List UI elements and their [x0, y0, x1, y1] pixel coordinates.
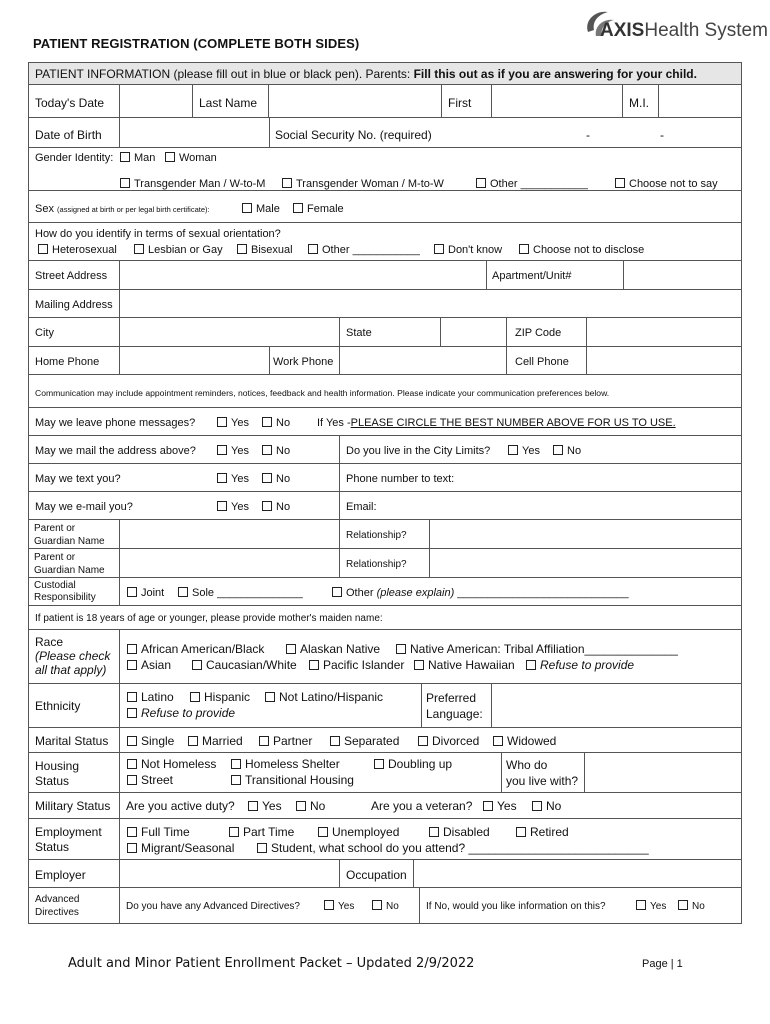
checkbox-icon[interactable]	[286, 644, 296, 654]
checkbox-icon[interactable]	[372, 900, 382, 910]
directives-info-yes[interactable]: Yes	[636, 900, 666, 914]
checkbox-icon[interactable]	[332, 587, 342, 597]
ethnicity-latino[interactable]: Latino	[127, 690, 174, 704]
checkbox-icon[interactable]	[262, 501, 272, 511]
who-live-with-label: Who do you live with?	[506, 758, 579, 788]
checkbox-icon[interactable]	[217, 501, 227, 511]
checkbox-icon[interactable]	[231, 759, 241, 769]
checkbox-icon[interactable]	[516, 827, 526, 837]
veteran-no[interactable]: No	[532, 799, 561, 813]
veteran-yes[interactable]: Yes	[483, 799, 517, 813]
checkbox-icon[interactable]	[308, 244, 318, 254]
marital-separated[interactable]: Separated	[330, 734, 399, 748]
text-no[interactable]: No	[262, 472, 290, 486]
work-phone-label: Work Phone	[273, 356, 334, 368]
cell-phone-field[interactable]	[586, 347, 741, 374]
ssn-label: Social Security No. (required)	[275, 128, 432, 142]
row-street	[29, 261, 741, 290]
dob-label: Date of Birth	[35, 128, 102, 142]
checkbox-icon[interactable]	[217, 417, 227, 427]
zip-field[interactable]	[586, 318, 741, 346]
city-limits-label: Do you live in the City Limits?	[346, 445, 491, 457]
email-no[interactable]: No	[262, 500, 290, 514]
directives-info-question: If No, would you like information on this?	[426, 901, 606, 912]
occupation-label: Occupation	[346, 868, 407, 882]
checkbox-icon[interactable]	[127, 827, 137, 837]
apartment-field[interactable]	[623, 261, 741, 289]
checkbox-icon[interactable]	[192, 660, 202, 670]
housing-doubling[interactable]: Doubling up	[374, 757, 452, 771]
checkbox-icon[interactable]	[127, 692, 137, 702]
street-label: Street Address	[35, 270, 108, 282]
employment-retired[interactable]: Retired	[516, 825, 569, 839]
phone-to-text-label: Phone number to text:	[346, 473, 455, 485]
row-phones	[29, 347, 741, 375]
military-label: Military Status	[35, 799, 111, 813]
row-mail	[29, 436, 741, 464]
logo-rest: Health System	[644, 20, 768, 41]
checkbox-icon[interactable]	[296, 801, 306, 811]
custodial-sole[interactable]: Sole ______________	[178, 586, 303, 600]
employer-label: Employer	[35, 868, 86, 882]
sex-female[interactable]: Female	[293, 202, 344, 216]
marital-label: Marital Status	[35, 734, 109, 748]
checkbox-icon[interactable]	[532, 801, 542, 811]
parent-1-field[interactable]	[119, 520, 339, 548]
phone-to-text-field[interactable]	[339, 464, 741, 491]
checkbox-icon[interactable]	[429, 827, 439, 837]
checkbox-icon[interactable]	[262, 417, 272, 427]
if-yes-note: If Yes -PLEASE CIRCLE THE BEST NUMBER ABOVE FOR US TO USE.	[317, 417, 676, 429]
checkbox-icon[interactable]	[293, 203, 303, 213]
directives-question: Do you have any Advanced Directives?	[126, 901, 300, 912]
checkbox-icon[interactable]	[330, 736, 340, 746]
orientation-bisexual[interactable]: Bisexual	[237, 243, 293, 257]
housing-shelter[interactable]: Homeless Shelter	[231, 757, 340, 771]
orientation-dont-know[interactable]: Don't know	[434, 243, 502, 257]
row-ethnicity	[29, 684, 741, 728]
zip-label: ZIP Code	[515, 327, 562, 339]
race-refuse[interactable]: Refuse to provide	[526, 658, 634, 672]
checkbox-icon[interactable]	[615, 178, 625, 188]
checkbox-icon[interactable]	[493, 736, 503, 746]
relationship-1-label: Relationship?	[346, 530, 407, 541]
employment-unemployed[interactable]: Unemployed	[318, 825, 399, 839]
checkbox-icon[interactable]	[519, 244, 529, 254]
ethnicity-not-latino[interactable]: Not Latino/Hispanic	[265, 690, 383, 704]
checkbox-icon[interactable]	[190, 692, 200, 702]
employment-full-time[interactable]: Full Time	[127, 825, 190, 839]
checkbox-icon[interactable]	[324, 900, 334, 910]
email-label: Email:	[346, 501, 377, 513]
ssn-dash-1: -	[586, 128, 590, 142]
logo-bold: AXIS	[600, 20, 645, 41]
custodial-label: Custodial Responsibility	[34, 580, 96, 603]
checkbox-icon[interactable]	[237, 244, 247, 254]
gender-trans-woman[interactable]: Transgender Woman / M-to-W	[282, 177, 444, 191]
parent-2-label: Parent or Guardian Name	[34, 552, 105, 576]
heading-bold-text: Fill this out as if you are answering for your child.	[413, 67, 697, 81]
city-limits-no[interactable]: No	[553, 444, 581, 458]
maiden-name-label: If patient is 18 years of age or younger, please provide mother's maiden name:	[35, 613, 383, 624]
row-maiden-name	[29, 606, 741, 630]
work-phone-field[interactable]	[339, 347, 506, 374]
checkbox-icon[interactable]	[127, 708, 137, 718]
checkbox-icon[interactable]	[418, 736, 428, 746]
ethnicity-hispanic[interactable]: Hispanic	[190, 690, 250, 704]
todays-date-field[interactable]	[119, 85, 192, 117]
parent-1-label: Parent or Guardian Name	[34, 523, 105, 547]
leave-messages-label: May we leave phone messages?	[35, 417, 196, 429]
language-field[interactable]	[491, 684, 741, 727]
checkbox-icon[interactable]	[553, 445, 563, 455]
street-field[interactable]	[119, 261, 486, 289]
checkbox-icon[interactable]	[374, 759, 384, 769]
row-todays-date	[29, 85, 741, 118]
home-phone-field[interactable]	[119, 347, 269, 374]
city-label: City	[35, 327, 54, 339]
directives-info-no[interactable]: No	[678, 900, 705, 914]
first-name-field[interactable]	[491, 85, 622, 117]
checkbox-icon[interactable]	[309, 660, 319, 670]
active-duty-question: Are you active duty?	[126, 799, 235, 813]
leave-messages-yes[interactable]: Yes	[217, 416, 249, 430]
state-field[interactable]	[440, 318, 506, 346]
checkbox-icon[interactable]	[262, 473, 272, 483]
checkbox-icon[interactable]	[483, 801, 493, 811]
text-label: May we text you?	[35, 473, 121, 485]
checkbox-icon[interactable]	[134, 244, 144, 254]
housing-not-homeless[interactable]: Not Homeless	[127, 757, 216, 771]
race-alaskan[interactable]: Alaskan Native	[286, 642, 380, 656]
first-name-label: First	[448, 96, 472, 110]
row-housing	[29, 753, 741, 793]
email-question: May we e-mail you?	[35, 501, 133, 513]
directives-yes[interactable]: Yes	[324, 900, 354, 914]
marital-single[interactable]: Single	[127, 734, 174, 748]
checkbox-icon[interactable]	[127, 660, 137, 670]
mi-field[interactable]	[658, 85, 741, 117]
row-text	[29, 464, 741, 492]
mail-label: May we mail the address above?	[35, 445, 196, 457]
checkbox-icon[interactable]	[229, 827, 239, 837]
orientation-lesbian-gay[interactable]: Lesbian or Gay	[134, 243, 223, 257]
todays-date-label: Today's Date	[35, 96, 104, 110]
checkbox-icon[interactable]	[242, 203, 252, 213]
page-title: PATIENT REGISTRATION (COMPLETE BOTH SIDES)	[33, 36, 360, 51]
row-marital	[29, 728, 741, 753]
dob-field[interactable]	[119, 118, 269, 147]
row-mailing	[29, 290, 741, 318]
relationship-2-label: Relationship?	[346, 559, 407, 570]
mi-label: M.I.	[629, 96, 649, 110]
cell-phone-label: Cell Phone	[515, 356, 569, 368]
gender-trans-man[interactable]: Transgender Man / W-to-M	[120, 177, 265, 191]
row-communication-note	[29, 375, 741, 408]
checkbox-icon[interactable]	[38, 244, 48, 254]
custodial-other[interactable]: Other (please explain) ____________________________	[332, 586, 629, 600]
checkbox-icon[interactable]	[127, 644, 137, 654]
checkbox-icon[interactable]	[678, 900, 688, 910]
race-caucasian[interactable]: Caucasian/White	[192, 658, 297, 672]
state-label: State	[346, 327, 372, 339]
logo-text	[600, 20, 768, 42]
housing-label: Housing Status	[35, 759, 80, 788]
mailing-field[interactable]	[119, 290, 741, 317]
mail-yes[interactable]: Yes	[217, 444, 249, 458]
last-name-field[interactable]	[268, 85, 441, 117]
employment-part-time[interactable]: Part Time	[229, 825, 294, 839]
employment-migrant[interactable]: Migrant/Seasonal	[127, 841, 234, 855]
checkbox-icon[interactable]	[165, 152, 175, 162]
active-duty-no[interactable]: No	[296, 799, 325, 813]
checkbox-icon[interactable]	[120, 178, 130, 188]
employment-student[interactable]: Student, what school do you attend? ___________________________	[257, 841, 649, 855]
row-city	[29, 318, 741, 347]
email-yes[interactable]: Yes	[217, 500, 249, 514]
email-field[interactable]	[339, 492, 741, 519]
marital-widowed[interactable]: Widowed	[493, 734, 556, 748]
ssn-field[interactable]	[269, 118, 741, 147]
city-field[interactable]	[119, 318, 339, 346]
ethnicity-label: Ethnicity	[35, 699, 81, 713]
checkbox-icon[interactable]	[257, 843, 267, 853]
registration-form	[28, 62, 742, 924]
directives-no[interactable]: No	[372, 900, 399, 914]
orientation-heterosexual[interactable]: Heterosexual	[38, 243, 117, 257]
sex-male[interactable]: Male	[242, 202, 280, 216]
row-race	[29, 630, 741, 684]
last-name-label: Last Name	[199, 96, 258, 110]
city-limits-yes[interactable]: Yes	[508, 444, 540, 458]
checkbox-icon[interactable]	[396, 644, 406, 654]
race-pacific[interactable]: Pacific Islander	[309, 658, 404, 672]
occupation-field[interactable]	[413, 860, 741, 887]
row-directives	[29, 888, 741, 923]
veteran-question: Are you a veteran?	[371, 799, 473, 813]
row-orientation	[29, 223, 741, 261]
orientation-other[interactable]: Other ___________	[308, 243, 420, 257]
checkbox-icon[interactable]	[526, 660, 536, 670]
gender-other[interactable]: Other ___________	[476, 177, 588, 191]
directives-label: Advanced Directives	[35, 894, 80, 918]
ethnicity-refuse[interactable]: Refuse to provide	[127, 706, 235, 720]
checkbox-icon[interactable]	[282, 178, 292, 188]
checkbox-icon[interactable]	[178, 587, 188, 597]
apartment-label: Apartment/Unit#	[492, 270, 572, 282]
active-duty-yes[interactable]: Yes	[248, 799, 282, 813]
gender-man[interactable]: Man	[120, 151, 155, 165]
parent-2-field[interactable]	[119, 549, 339, 577]
marital-partner[interactable]: Partner	[259, 734, 312, 748]
row-parent-1	[29, 520, 741, 549]
mail-no[interactable]: No	[262, 444, 290, 458]
checkbox-icon[interactable]	[259, 736, 269, 746]
orientation-question: How do you identify in terms of sexual orientation?	[35, 228, 281, 240]
ssn-dash-2: -	[660, 128, 664, 142]
checkbox-icon[interactable]	[508, 445, 518, 455]
row-email	[29, 492, 741, 520]
checkbox-icon[interactable]	[265, 692, 275, 702]
checkbox-icon[interactable]	[231, 775, 241, 785]
checkbox-icon[interactable]	[414, 660, 424, 670]
row-dob	[29, 118, 741, 148]
text-yes[interactable]: Yes	[217, 472, 249, 486]
checkbox-icon[interactable]	[217, 445, 227, 455]
language-label: Preferred Language:	[426, 691, 483, 721]
checkbox-icon[interactable]	[127, 843, 137, 853]
marital-divorced[interactable]: Divorced	[418, 734, 479, 748]
sex-label: Sex (assigned at birth or per legal birth certificate):	[35, 203, 210, 215]
page-number: Page | 1	[642, 958, 683, 970]
row-sex	[29, 191, 741, 223]
heading-text: PATIENT INFORMATION (please fill out in blue or black pen). Parents:	[35, 67, 414, 81]
row-employment	[29, 819, 741, 860]
relationship-2-field[interactable]	[429, 549, 741, 577]
communication-note: Communication may include appointment reminders, notices, feedback and health information. Please indicate your communication preferences below.	[35, 388, 610, 398]
leave-messages-no[interactable]: No	[262, 416, 290, 430]
checkbox-icon[interactable]	[120, 152, 130, 162]
checkbox-icon[interactable]	[476, 178, 486, 188]
employment-disabled[interactable]: Disabled	[429, 825, 490, 839]
housing-transitional[interactable]: Transitional Housing	[231, 773, 354, 787]
checkbox-icon[interactable]	[248, 801, 258, 811]
gender-woman[interactable]: Woman	[165, 151, 217, 165]
housing-street[interactable]: Street	[127, 773, 173, 787]
checkbox-icon[interactable]	[318, 827, 328, 837]
race-native-american[interactable]: Native American: Tribal Affiliation______________	[396, 642, 678, 656]
gender-label: Gender Identity:	[35, 152, 114, 164]
checkbox-icon[interactable]	[262, 445, 272, 455]
marital-married[interactable]: Married	[188, 734, 243, 748]
race-african[interactable]: African American/Black	[127, 642, 264, 656]
checkbox-icon[interactable]	[636, 900, 646, 910]
home-phone-label: Home Phone	[35, 356, 100, 368]
employment-label: Employment Status	[35, 825, 102, 854]
footer-text: Adult and Minor Patient Enrollment Packet – Updated 2/9/2022	[68, 956, 475, 971]
row-military	[29, 793, 741, 819]
checkbox-icon[interactable]	[188, 736, 198, 746]
employer-field[interactable]	[119, 860, 339, 887]
row-parent-2	[29, 549, 741, 578]
checkbox-icon[interactable]	[434, 244, 444, 254]
checkbox-icon[interactable]	[217, 473, 227, 483]
orientation-choose-not[interactable]: Choose not to disclose	[519, 243, 644, 257]
relationship-1-field[interactable]	[429, 520, 741, 548]
custodial-joint[interactable]: Joint	[127, 586, 164, 600]
checkbox-icon[interactable]	[127, 775, 137, 785]
row-custodial	[29, 578, 741, 606]
checkbox-icon[interactable]	[127, 736, 137, 746]
race-hawaiian[interactable]: Native Hawaiian	[414, 658, 515, 672]
row-leave-messages	[29, 408, 741, 436]
mailing-label: Mailing Address	[35, 299, 113, 311]
checkbox-icon[interactable]	[127, 587, 137, 597]
who-live-with-field[interactable]	[584, 753, 741, 792]
race-label: Race (Please check all that apply)	[35, 635, 111, 677]
checkbox-icon[interactable]	[127, 759, 137, 769]
row-employer	[29, 860, 741, 888]
gender-choose-not[interactable]: Choose not to say	[615, 177, 718, 191]
patient-info-heading	[29, 63, 741, 85]
row-gender	[29, 148, 741, 191]
race-asian[interactable]: Asian	[127, 658, 171, 672]
